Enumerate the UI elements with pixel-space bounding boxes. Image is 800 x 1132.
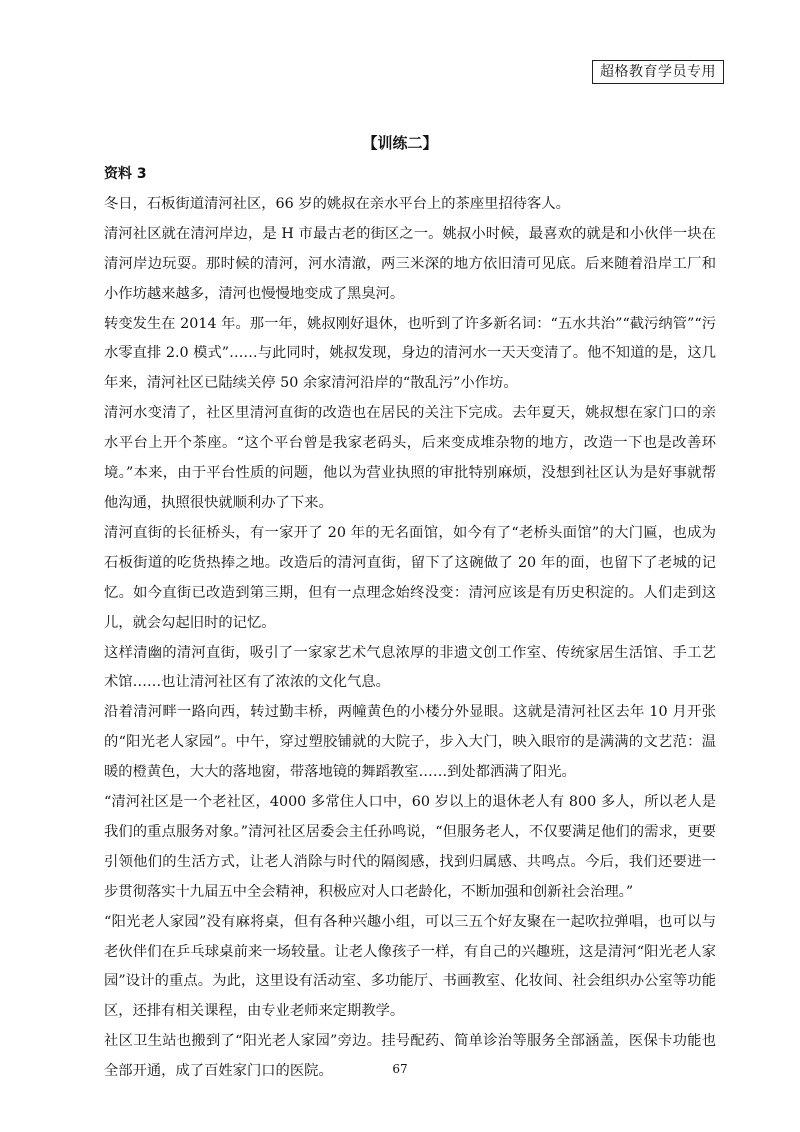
paragraph-7: 沿着清河畔一路向西，转过勤丰桥，两幢黄色的小楼分外显眼。这就是清河社区去年 10 月开张的“阳光老人家园”。中午，穿过塑胶铺就的大院子，步入大门，映入眼帘的是满满的文艺范：温暖的橙黄色，大大的落地窗，带落地镜的舞蹈教室……到处都洒满了阳光。 — [104, 704, 716, 781]
header-badge: 超格教育学员专用 — [592, 60, 724, 84]
paragraph-9: “阳光老人家园”没有麻将桌，但有各种兴趣小组，可以三五个好友聚在一起吹拉弹唱，也可以与老伙伴们在乒乓球桌前来一场较量。让老人像孩子一样，有自己的兴趣班，这是清河“阳光老人家园”设计的重点。为此，这里设有活动室、多功能厅、书画教室、化妆间、社会组织办公室等功能区，还排有相关课程，由专业老师来定期教学。 — [104, 913, 716, 1020]
paragraph-5: 清河直街的长征桥头，有一家开了 20 年的无名面馆，如今有了“老桥头面馆”的大门匾，也成为石板街道的吃货热捧之地。改造后的清河直街，留下了这碗做了 20 年的面，也留下了老城的记忆。如今直街已改造到第三期，但有一点理念始终没变：清河应该是有历史积淀的。人们走到这儿，就会勾起旧时的记忆。 — [104, 524, 716, 631]
paragraph-10: 社区卫生站也搬到了“阳光老人家园”旁边。挂号配药、简单诊治等服务全部涵盖，医保卡功能也全部开通，成了百姓家门口的医院。 — [104, 1033, 716, 1080]
paragraph-3: 转变发生在 2014 年。那一年，姚叔刚好退休，也听到了许多新名词：“五水共治”“截污纳管”“污水零直排 2.0 模式”……与此同时，姚叔发现，身边的清河水一天天变清了。他不知道的是，这几年来，清河社区已陆续关停 50 余家清河沿岸的“散乱污”小作坊。 — [104, 315, 716, 392]
paragraph-1: 冬日，石板街道清河社区，66 岁的姚叔在亲水平台上的茶座里招待客人。 — [104, 195, 570, 212]
page-number: 67 — [392, 1062, 408, 1076]
document-body — [104, 160, 716, 1087]
paragraph-8: “清河社区是一个老社区，4000 多常住人口中，60 岁以上的退休老人有 800 多人，所以老人是我们的重点服务对象。”清河社区居委会主任孙鸣说，“但服务老人，不仅要满足他们的需求，更要引领他们的生活方式，让老人消除与时代的隔阂感，找到归属感、共鸣点。今后，我们还要进一步贯彻落实十九届五中全会精神，积极应对人口老龄化，不断加强和创新社会治理。” — [104, 794, 716, 900]
section-title: 【训练二】 — [362, 134, 438, 152]
paragraph-4: 清河水变清了，社区里清河直街的改造也在居民的关注下完成。去年夏天，姚叔想在家门口的亲水平台上开个茶座。“这个平台曾是我家老码头，后来变成堆杂物的地方，改造一下也是改善环境。”本来，由于平台性质的问题，他以为营业执照的审批特别麻烦，没想到社区认为是好事就帮他沟通，执照很快就顺利办了下来。 — [104, 405, 716, 511]
paragraph-6: 这样清幽的清河直街，吸引了一家家艺术气息浓厚的非遗文创工作室、传统家居生活馆、手工艺术馆……也让清河社区有了浓浓的文化气息。 — [104, 644, 716, 691]
material-label: 资料 3 — [104, 166, 147, 182]
paragraph-2: 清河社区就在清河岸边，是 H 市最古老的街区之一。姚叔小时候，最喜欢的就是和小伙伴一块在清河岸边玩耍。那时候的清河，河水清澈，两三米深的地方依旧清可见底。后来随着沿岸工厂和小作坊越来越多，清河也慢慢地变成了黑臭河。 — [104, 225, 716, 302]
